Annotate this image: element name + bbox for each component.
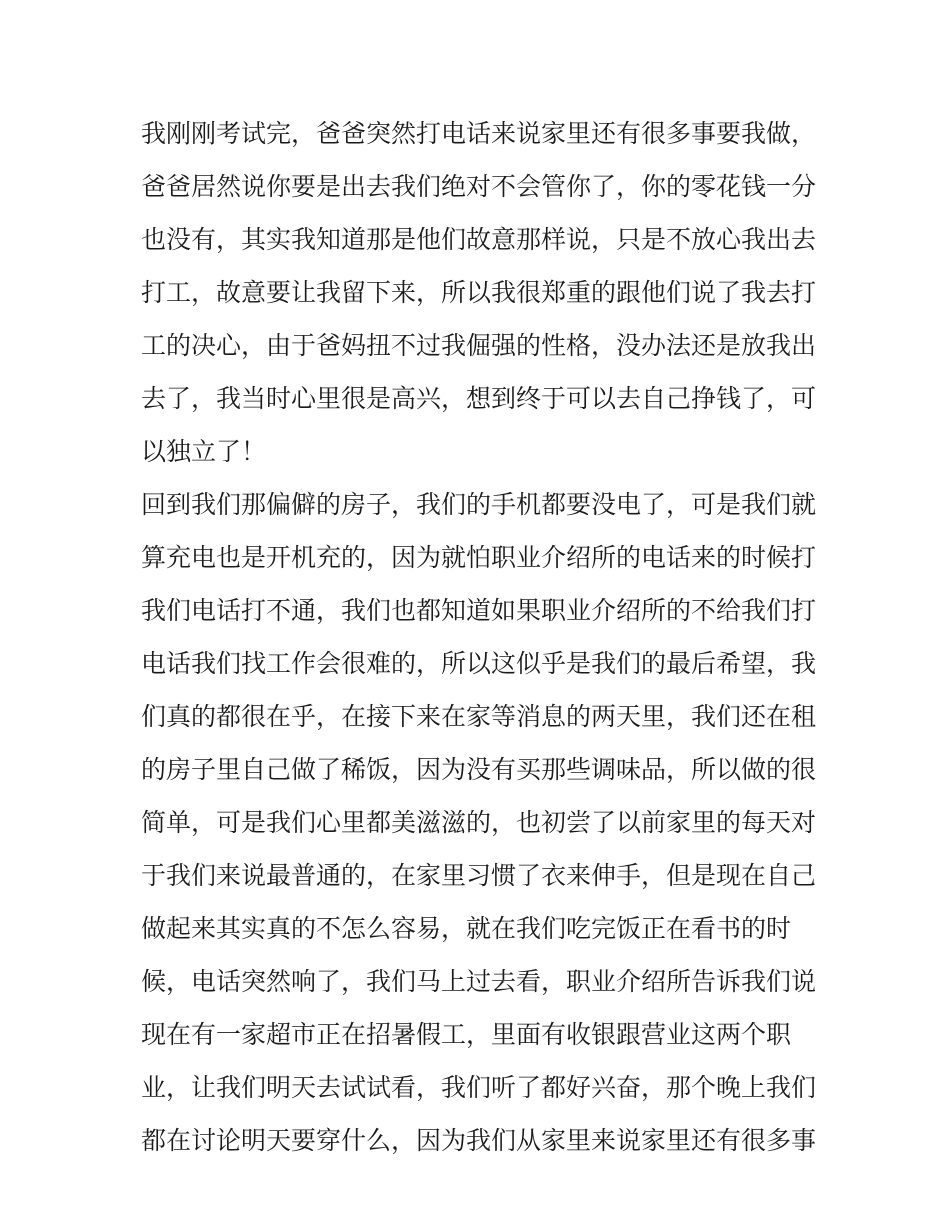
text-line: 打工，故意要让我留下来，所以我很郑重的跟他们说了我去打 xyxy=(141,278,817,307)
text-line: 现在有一家超市正在招暑假工，里面有收银跟营业这两个职 xyxy=(141,1020,792,1049)
text-line xyxy=(141,1167,817,1220)
paragraph-1 xyxy=(141,107,817,478)
text-line: 的房子里自己做了稀饭，因为没有买那些调味品，所以做的很 xyxy=(141,755,817,784)
text-line: 工的决心，由于爸妈扭不过我倔强的性格，没办法还是放我出 xyxy=(141,331,817,360)
text-line: 我刚刚考试完，爸爸突然打电话来说家里还有很多事要我做， xyxy=(141,119,817,148)
text-line: 我们电话打不通，我们也都知道如果职业介绍所的不给我们打 xyxy=(141,596,817,625)
text-line: 于我们来说最普通的，在家里习惯了衣来伸手，但是现在自己 xyxy=(141,861,817,890)
text-line: 爸爸居然说你要是出去我们绝对不会管你了，你的零花钱一分 xyxy=(141,172,817,201)
text-line: 候，电话突然响了，我们马上过去看，职业介绍所告诉我们说 xyxy=(141,967,817,996)
document-body xyxy=(141,107,817,1220)
text-line: 们真的都很在乎，在接下来在家等消息的两天里，我们还在租 xyxy=(141,702,817,731)
text-line: 业，让我们明天去试试看，我们听了都好兴奋，那个晚上我们 xyxy=(141,1073,817,1102)
text-line: 电话我们找工作会很难的，所以这似乎是我们的最后希望，我 xyxy=(141,649,817,678)
paragraph-2 xyxy=(141,478,817,1220)
text-line: 算充电也是开机充的，因为就怕职业介绍所的电话来的时候打 xyxy=(141,543,817,572)
text-line: 简单，可是我们心里都美滋滋的，也初尝了以前家里的每天对 xyxy=(141,808,817,837)
text-line: 回到我们那偏僻的房子，我们的手机都要没电了，可是我们就 xyxy=(141,490,817,519)
text-line: 做起来其实真的不怎么容易，就在我们吃完饭正在看书的时 xyxy=(141,914,792,943)
text-line: 去了，我当时心里很是高兴，想到终于可以去自己挣钱了，可 xyxy=(141,384,817,413)
text-line: 以独立了！ xyxy=(141,437,267,466)
text-line: 都在讨论明天要穿什么，因为我们从家里来说家里还有很多事 xyxy=(141,1126,817,1155)
text-line: 也没有，其实我知道那是他们故意那样说，只是不放心我出去 xyxy=(141,225,817,254)
